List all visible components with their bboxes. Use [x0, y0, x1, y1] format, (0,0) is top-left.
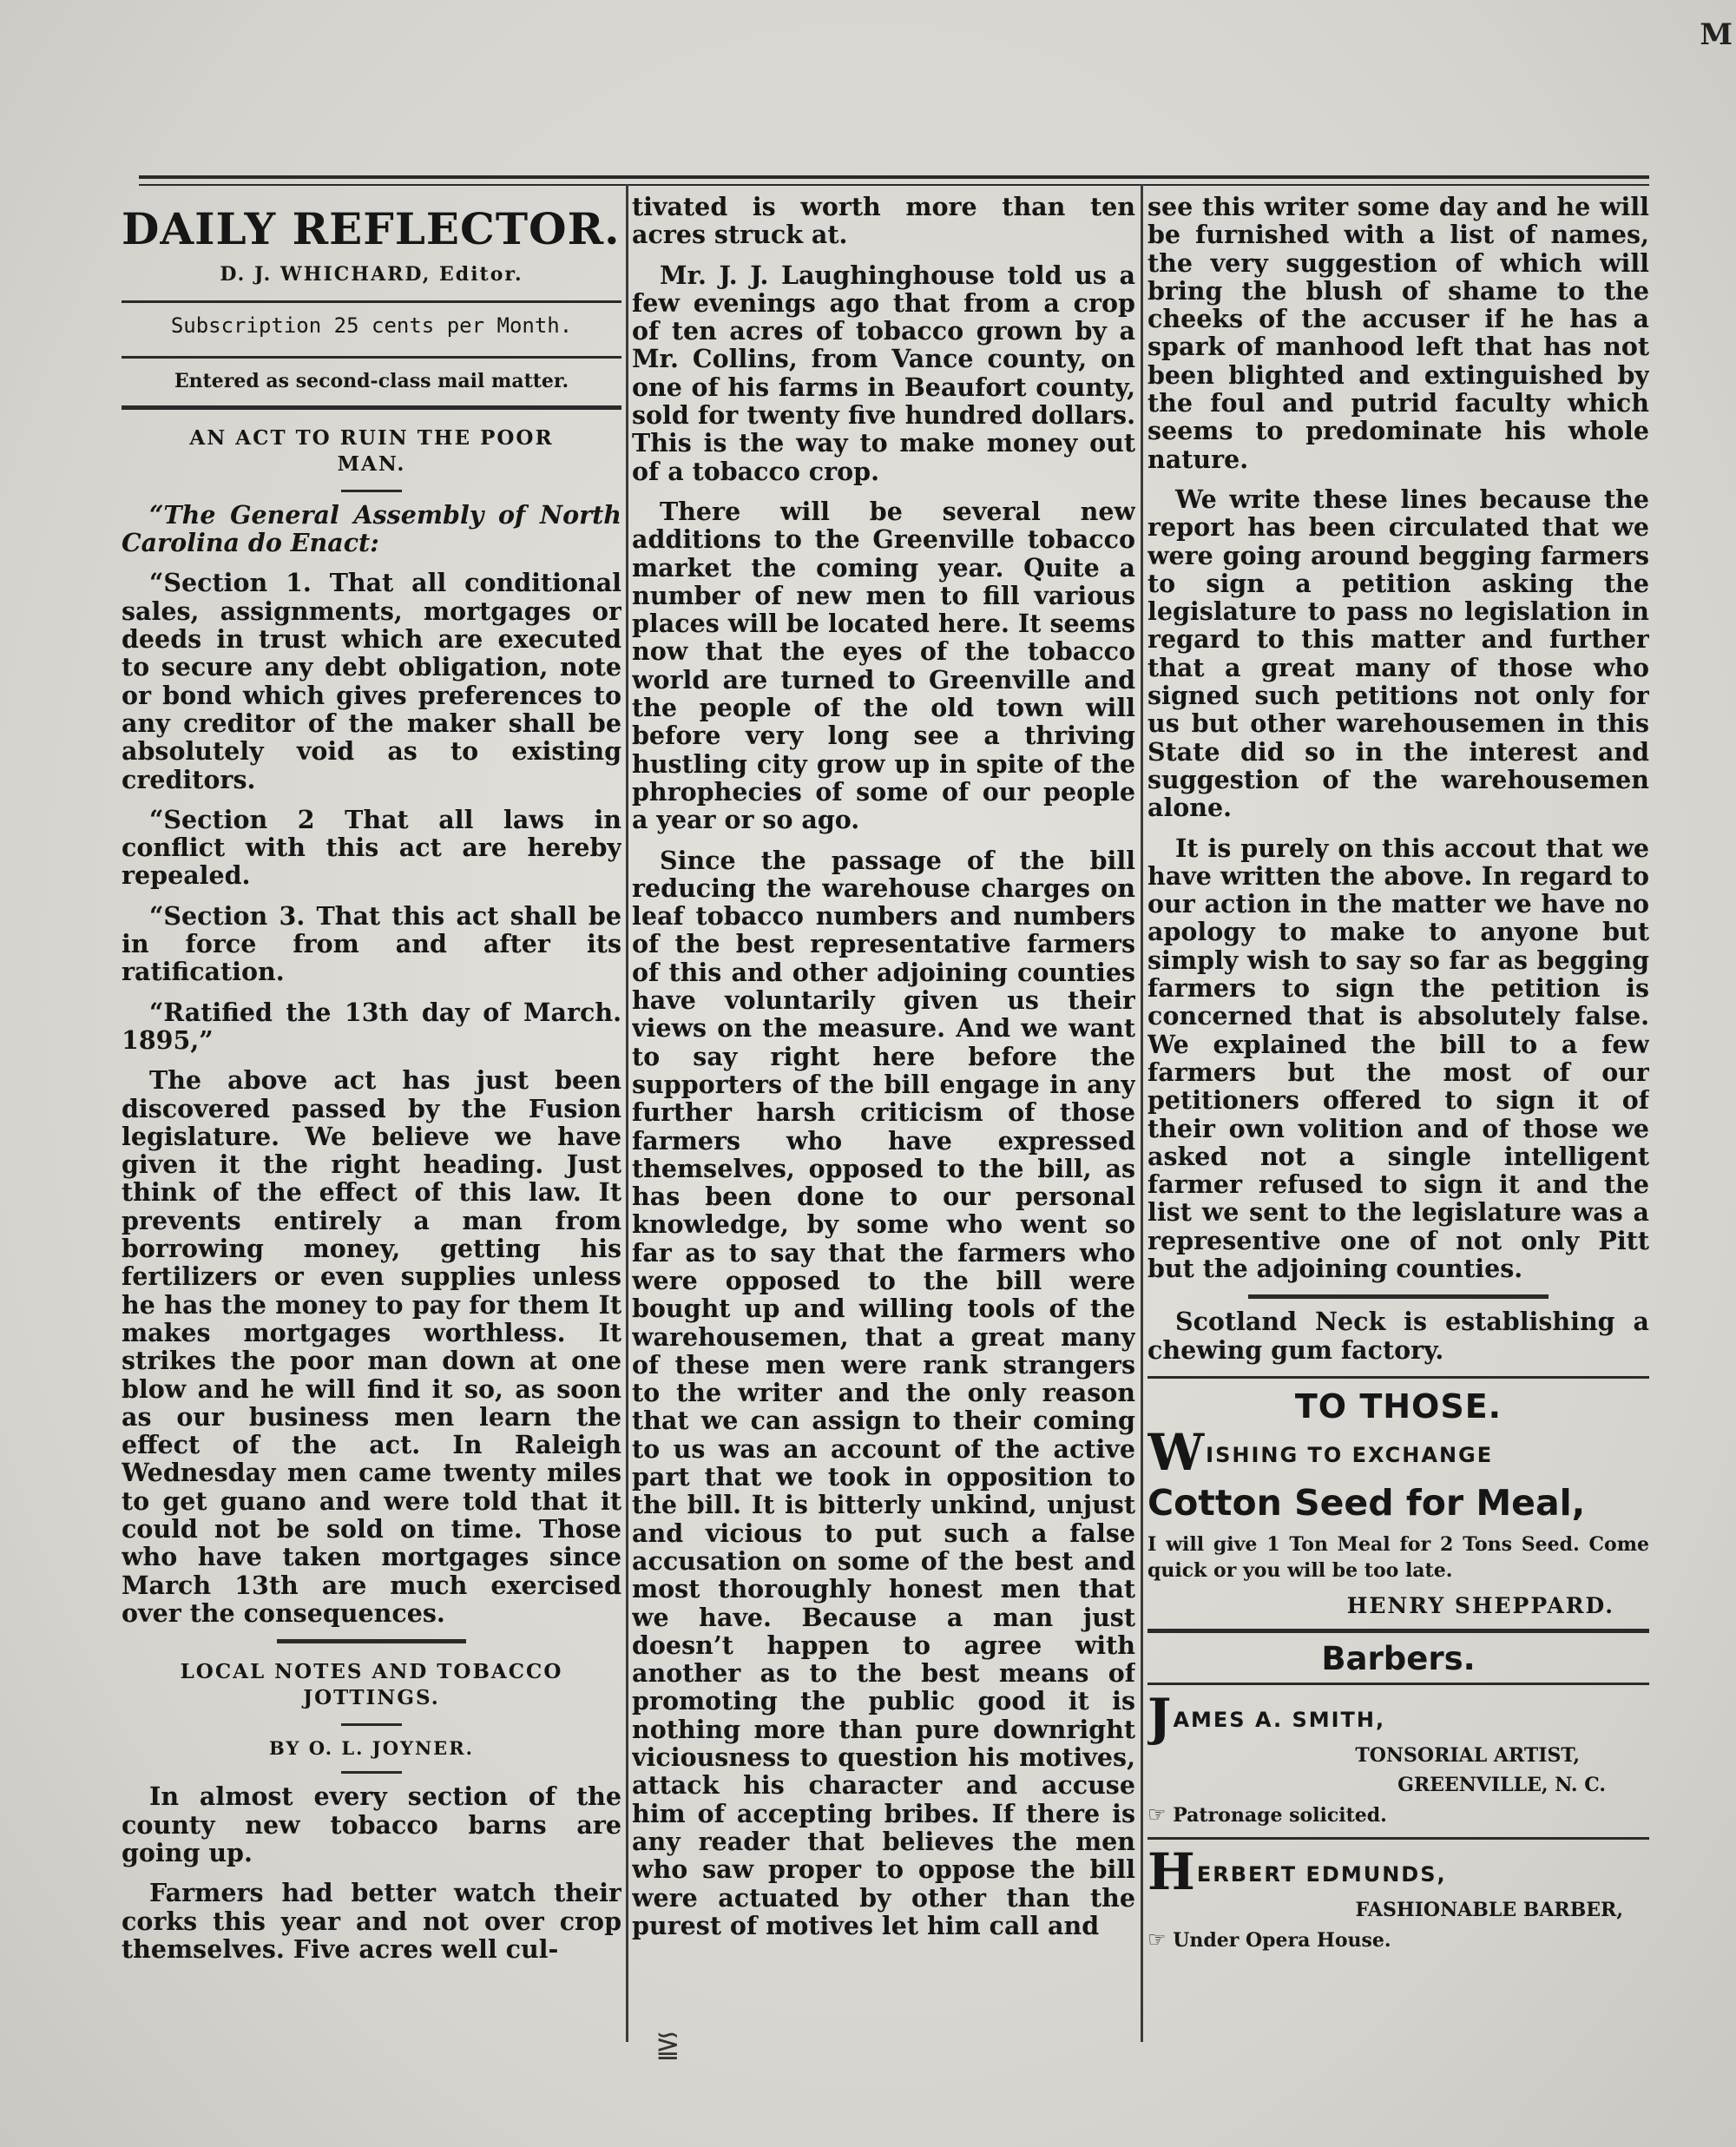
- dropcap: H: [1147, 1841, 1195, 1901]
- column-1: [122, 193, 621, 2051]
- ad-smith-name: AMES A. SMITH,: [1173, 1707, 1386, 1732]
- ad-exchange-header: [1147, 1423, 1649, 1483]
- divider: [341, 490, 401, 492]
- ad-cotton-seed: Cotton Seed for Meal,: [1147, 1482, 1586, 1525]
- divider: [341, 1771, 401, 1774]
- article-paragraph: There will be several new additions to the Greenville tobacco market the coming year. Quite a number of new men to fill various places will be located here. It seems now that the eyes of the tobacco world are turned to Greenville and the people of the old town will before very long see a thriving hustling city grow up in spite of the phrophecies of some of our people a year or so ago.: [632, 496, 1135, 835]
- top-rule-thin: [139, 184, 1649, 186]
- ad-exchange-line: ISHING TO EXCHANGE: [1206, 1443, 1494, 1468]
- ad-edmunds-role: FASHIONABLE BARBER,: [1355, 1898, 1623, 1921]
- dropcap: W: [1147, 1423, 1205, 1483]
- article-paragraph: “Section 3. That this act shall be in force from and after its ratification.: [122, 900, 621, 987]
- article-paragraph: “Section 1. That all conditional sales, assignments, mortgages or deeds in trust which are executed to secure any debt obligation, note or bond which gives preferences to any creditor of the maker shall be absolutely void as to existing creditors.: [122, 568, 621, 794]
- article-paragraph: Since the passage of the bill reducing the warehouse charges on leaf tobacco numbers and numbers of the best representative farmers of this and other adjoining counties have voluntarily given us their views on the measure. And we want to say right here before the supporters of the bill engage in any further harsh criticism of those farmers who have expressed themselves, opposed to the bill, as has been done to our personal knowledge, by some who went so far as to say that the farmers who were opposed to the bill were bought up and willing tools of the warehousemen, that a great many of these men were rank strangers to the writer and the only reason that we can assign to their coming to us was an account of the active part that we took in opposition to the bill. It is bitterly unkind, unjust and vicious to put such a false accusation on some of the best and most thoroughly honest men that we have. Because a man just doesn’t happen to agree with another as to the best means of promoting the public good it is nothing more than pure downright viciousness to question his motives, attack his character and accuse him of accepting bribes. If there is any reader that believes the men who saw proper to oppose the bill were actuated by other than the purest of motives let him call and: [632, 845, 1135, 1940]
- divider: [1147, 1683, 1649, 1685]
- divider: [1147, 1376, 1649, 1379]
- article-paragraph: tivated is worth more than ten acres struck at.: [632, 193, 1135, 250]
- ad-edmunds-note-row: [1147, 1926, 1649, 1953]
- article-paragraph: Mr. J. J. Laughinghouse told us a few evenings ago that from a crop of ten acres of tobacco grown by a Mr. Collins, from Vance county, on one of his farms in Beaufort county, sold for twenty five hundred dollars. This is the way to make money out of a tobacco crop.: [632, 260, 1135, 486]
- article-paragraph: The above act has just been discovered passed by the Fusion legislature. We believe we have given it the right heading. Just think of the effect of this law. It prevents entirely a man from borrowing money, getting his fertilizers or even supplies unless he has the money to pay for them It makes mortgages worthless. It strikes the poor man down at one blow and he will find it so, as soon as our business men learn the effect of the act. In Raleigh Wednesday men came twenty miles to get guano and were told that it could not be sold on time. Those who have taken mortgages since March 13th are much exercised over the consequences.: [122, 1065, 621, 1628]
- article-paragraph: In almost every section of the county new tobacco barns are going up.: [122, 1781, 621, 1868]
- article-paragraph: “The General Assembly of North Carolina do Enact:: [122, 499, 621, 558]
- bottom-mark: ⪠: [655, 2027, 681, 2062]
- editor-line: D. J. WHICHARD, Editor.: [220, 263, 523, 286]
- divider: [1147, 1837, 1649, 1840]
- divider: [1248, 1294, 1549, 1299]
- article-paragraph: Scotland Neck is establishing a chewing gum factory.: [1147, 1307, 1649, 1365]
- headline-local-notes-line1: LOCAL NOTES AND TOBACCO: [180, 1660, 563, 1684]
- article-paragraph: see this writer some day and he will be furnished with a list of names, the very suggestion of which will bring the blush of shame to the cheeks of the accuser if he has a spark of manhood left that has not been blighted and extinguished by the foul and putrid faculty which seems to predominate his whole nature.: [1147, 193, 1649, 474]
- headline-act-line2: MAN.: [337, 451, 406, 476]
- divider: [1147, 1629, 1649, 1633]
- ad-smith-role: TONSORIAL ARTIST,: [1355, 1743, 1580, 1767]
- divider: [122, 356, 621, 359]
- article-paragraph: “Section 2 That all laws in conflict with this act are hereby repealed.: [122, 804, 621, 891]
- ad-smith-place: GREENVILLE, N. C.: [1397, 1773, 1606, 1796]
- ad-edmunds-header: [1147, 1841, 1649, 1901]
- article-paragraph: “Ratified the 13th day of March. 1895,”: [122, 997, 621, 1055]
- byline: BY O. L. JOYNER.: [269, 1737, 474, 1760]
- divider: [277, 1639, 467, 1643]
- dropcap: J: [1147, 1687, 1172, 1747]
- headline-act-line1: AN ACT TO RUIN THE POOR: [189, 425, 554, 450]
- pointing-hand-icon: ☞: [1147, 1801, 1167, 1827]
- article-paragraph: Farmers had better watch their corks this year and not over crop themselves. Five acres well cul-: [122, 1878, 621, 1964]
- column-2: [632, 193, 1135, 2051]
- entered-line: Entered as second-class mail matter.: [174, 369, 569, 392]
- divider: [122, 405, 621, 410]
- divider: [341, 1723, 401, 1726]
- top-rule: [139, 175, 1649, 179]
- column-divider-2: [1141, 184, 1143, 2042]
- article-paragraph: We write these lines because the report has been circulated that we were going around begging farmers to sign a petition asking the legislature to pass no legislation in regard to this matter and further that a great many of those who signed such petitions not only for us but other warehousemen in this State did so in the interest and suggestion of the warehousemen alone.: [1147, 484, 1649, 823]
- ad-title-to-those: TO THOSE.: [1294, 1386, 1503, 1426]
- pointing-hand-icon: ☞: [1147, 1926, 1167, 1952]
- ad-edmunds-note: Under Opera House.: [1173, 1928, 1391, 1952]
- corner-mark: M: [1700, 17, 1733, 52]
- ad-smith-note-row: [1147, 1801, 1649, 1828]
- column-3: [1147, 193, 1649, 2051]
- ad-edmunds-name: ERBERT EDMUNDS,: [1196, 1861, 1447, 1887]
- article-paragraph: It is purely on this accout that we have written the above. In regard to our action in the matter we have no apology to make to anyone but simply wish to say so far as begging farmers to sign the petition is concerned that is absolutely false. We explained the bill to a few farmers but the most of our petitioners offered to sign it of their own volition and of those we asked not a single intelligent farmer refused to sign it and the list we sent to the legislature was a representive one of not only Pitt but the adjoining counties.: [1147, 833, 1649, 1283]
- divider: [122, 300, 621, 303]
- subscription-line: Subscription 25 cents per Month.: [170, 313, 573, 339]
- headline-local-notes-line2: JOTTINGS.: [303, 1686, 440, 1710]
- column-divider-1: [626, 184, 628, 2042]
- ad-title-barbers: Barbers.: [1321, 1640, 1476, 1678]
- headline-local-notes: [122, 1659, 621, 1711]
- ad-signature: HENRY SHEPPARD.: [1346, 1593, 1614, 1619]
- ad-smith-header: [1147, 1687, 1649, 1747]
- ad-smith-note: Patronage solicited.: [1173, 1803, 1387, 1827]
- ad-offer-text: I will give 1 Ton Meal for 2 Tons Seed. Come quick or you will be too late.: [1147, 1533, 1649, 1583]
- masthead: DAILY REFLECTOR.: [122, 203, 621, 254]
- headline-act: [122, 425, 621, 477]
